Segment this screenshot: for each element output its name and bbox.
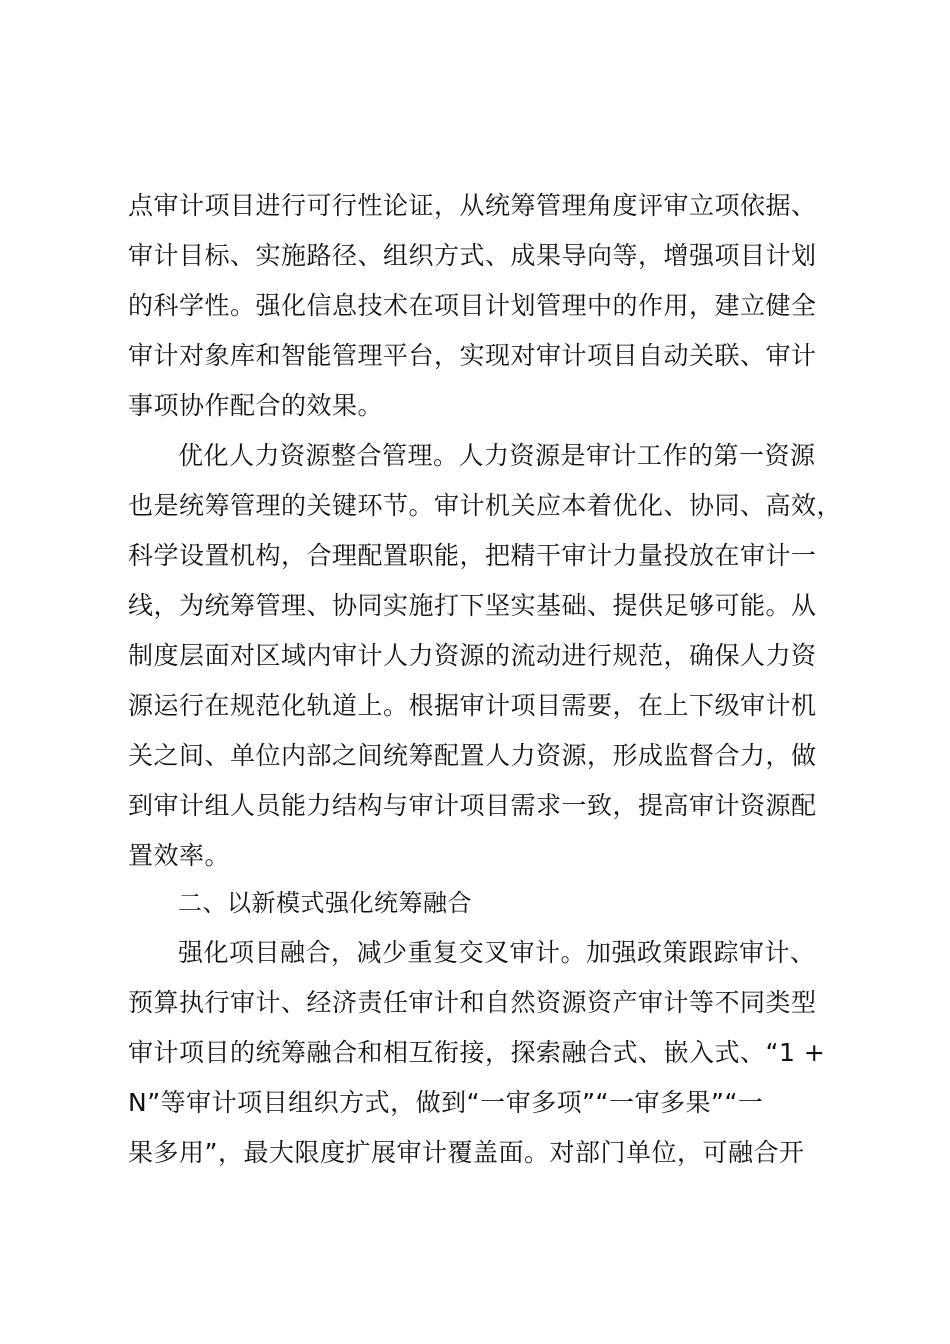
paragraph-line: 点审计项目进行可行性论证，从统筹管理角度评审立项依据、 (128, 191, 817, 220)
paragraph-line: N”等审计项目组织方式，做到“一审多项”“一审多果”“一 (128, 1088, 764, 1117)
paragraph-line: 源运行在规范化轨道上。根据审计项目需要，在上下级审计机 (128, 691, 817, 720)
paragraph-line: 的科学性。强化信息技术在项目计划管理中的作用，建立健全 (128, 291, 817, 320)
paragraph-line: 果多用”，最大限度扩展审计覆盖面。对部门单位，可融合开 (128, 1138, 805, 1167)
paragraph-line: 科学设置机构，合理配置职能，把精干审计力量投放在审计一 (128, 541, 817, 570)
paragraph-line: 关之间、单位内部之间统筹配置人力资源，形成监督合力，做 (128, 741, 817, 770)
paragraph-line: 预算执行审计、经济责任审计和自然资源资产审计等不同类型 (128, 988, 817, 1017)
paragraph-line: 到审计组人员能力结构与审计项目需求一致，提高审计资源配 (128, 791, 817, 820)
paragraph-line: 审计对象库和智能管理平台，实现对审计项目自动关联、审计 (128, 341, 817, 370)
paragraph-line: 线，为统筹管理、协同实施打下坚实基础、提供足够可能。从 (128, 591, 817, 620)
paragraph-line: 制度层面对区域内审计人力资源的流动进行规范，确保人力资 (128, 641, 817, 670)
paragraph-line: 置效率。 (128, 841, 231, 870)
paragraph-line: 优化人力资源整合管理。人力资源是审计工作的第一资源 (178, 441, 816, 470)
section-heading: 二、以新模式强化统筹融合 (178, 889, 472, 917)
paragraph-line: 强化项目融合，减少重复交叉审计。加强政策跟踪审计、 (178, 938, 816, 967)
paragraph-line: 事项协作配合的效果。 (128, 391, 384, 420)
paragraph-line: 审计目标、实施路径、组织方式、成果导向等，增强项目计划 (128, 241, 817, 270)
paragraph-line: 也是统筹管理的关键环节。审计机关应本着优化、协同、高效， (128, 491, 843, 520)
paragraph-line: 审计项目的统筹融合和相互衔接，探索融合式、嵌入式、“1 + (128, 1038, 826, 1067)
